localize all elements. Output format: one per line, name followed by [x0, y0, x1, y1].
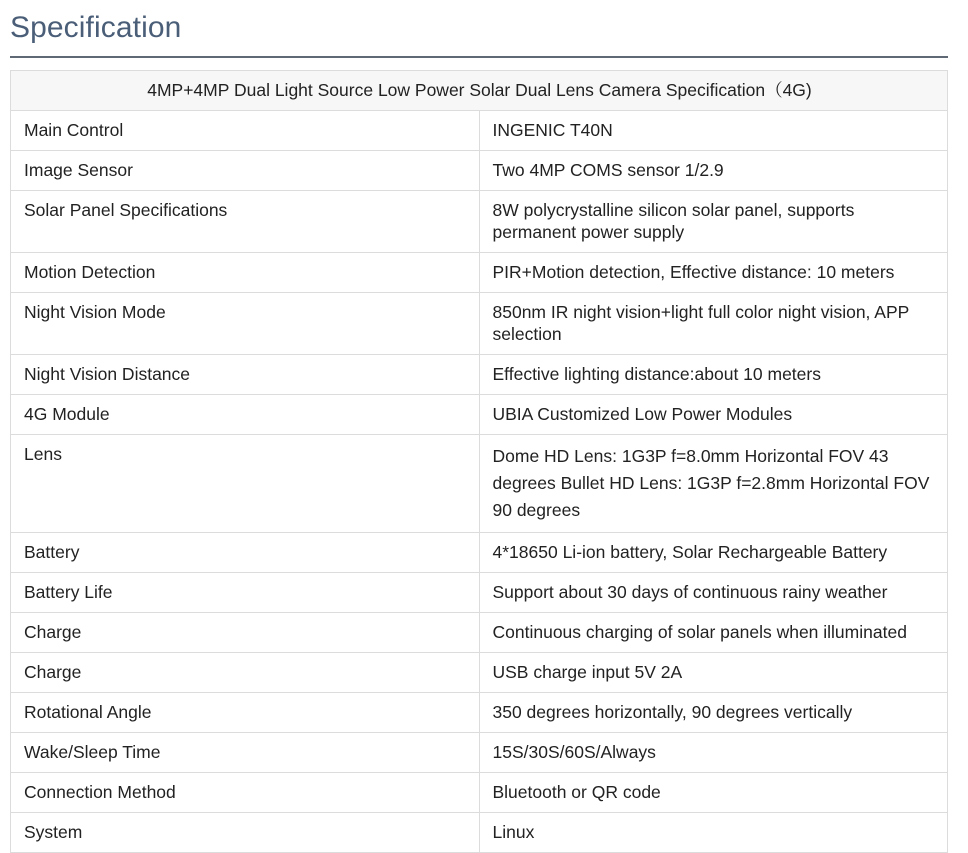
spec-label: Lens [11, 435, 480, 533]
spec-value: Bluetooth or QR code [479, 773, 948, 813]
spec-label: Solar Panel Specifications [11, 191, 480, 253]
table-title-row [11, 71, 948, 111]
spec-value: Effective lighting distance:about 10 meters [479, 355, 948, 395]
table-row [11, 293, 948, 355]
spec-label: Night Vision Mode [11, 293, 480, 355]
spec-value: PIR+Motion detection, Effective distance: 10 meters [479, 253, 948, 293]
spec-label: Battery [11, 533, 480, 573]
spec-label: System [11, 813, 480, 853]
table-row [11, 813, 948, 853]
table-row [11, 435, 948, 533]
table-row [11, 191, 948, 253]
spec-value: 850nm IR night vision+light full color night vision, APP selection [479, 293, 948, 355]
table-row [11, 395, 948, 435]
spec-label: Rotational Angle [11, 693, 480, 733]
spec-label: Main Control [11, 111, 480, 151]
table-row [11, 613, 948, 653]
table-row [11, 773, 948, 813]
spec-value: Two 4MP COMS sensor 1/2.9 [479, 151, 948, 191]
spec-label: Wake/Sleep Time [11, 733, 480, 773]
spec-value: Support about 30 days of continuous rainy weather [479, 573, 948, 613]
table-row [11, 693, 948, 733]
spec-label: Charge [11, 653, 480, 693]
spec-value: Dome HD Lens: 1G3P f=8.0mm Horizontal FOV 43 degrees Bullet HD Lens: 1G3P f=2.8mm Horizontal FOV 90 degrees [479, 435, 948, 533]
spec-value: 15S/30S/60S/Always [479, 733, 948, 773]
page-title: Specification [10, 11, 182, 44]
table-row [11, 653, 948, 693]
spec-label: Motion Detection [11, 253, 480, 293]
table-row [11, 355, 948, 395]
table-row [11, 151, 948, 191]
table-row [11, 733, 948, 773]
spec-value: 4*18650 Li-ion battery, Solar Rechargeable Battery [479, 533, 948, 573]
title-divider [10, 56, 948, 58]
spec-label: Battery Life [11, 573, 480, 613]
spec-value: Continuous charging of solar panels when illuminated [479, 613, 948, 653]
spec-value: UBIA Customized Low Power Modules [479, 395, 948, 435]
table-title: 4MP+4MP Dual Light Source Low Power Solar Dual Lens Camera Specification（4G) [11, 71, 948, 111]
spec-label: Connection Method [11, 773, 480, 813]
spec-label: Night Vision Distance [11, 355, 480, 395]
table-row [11, 253, 948, 293]
spec-label: Image Sensor [11, 151, 480, 191]
spec-value: INGENIC T40N [479, 111, 948, 151]
spec-value: 8W polycrystalline silicon solar panel, supports permanent power supply [479, 191, 948, 253]
spec-label: 4G Module [11, 395, 480, 435]
table-row [11, 111, 948, 151]
spec-label: Charge [11, 613, 480, 653]
spec-value: Linux [479, 813, 948, 853]
spec-value: USB charge input 5V 2A [479, 653, 948, 693]
table-row [11, 533, 948, 573]
spec-value: 350 degrees horizontally, 90 degrees vertically [479, 693, 948, 733]
table-row [11, 573, 948, 613]
specification-table [10, 70, 948, 853]
